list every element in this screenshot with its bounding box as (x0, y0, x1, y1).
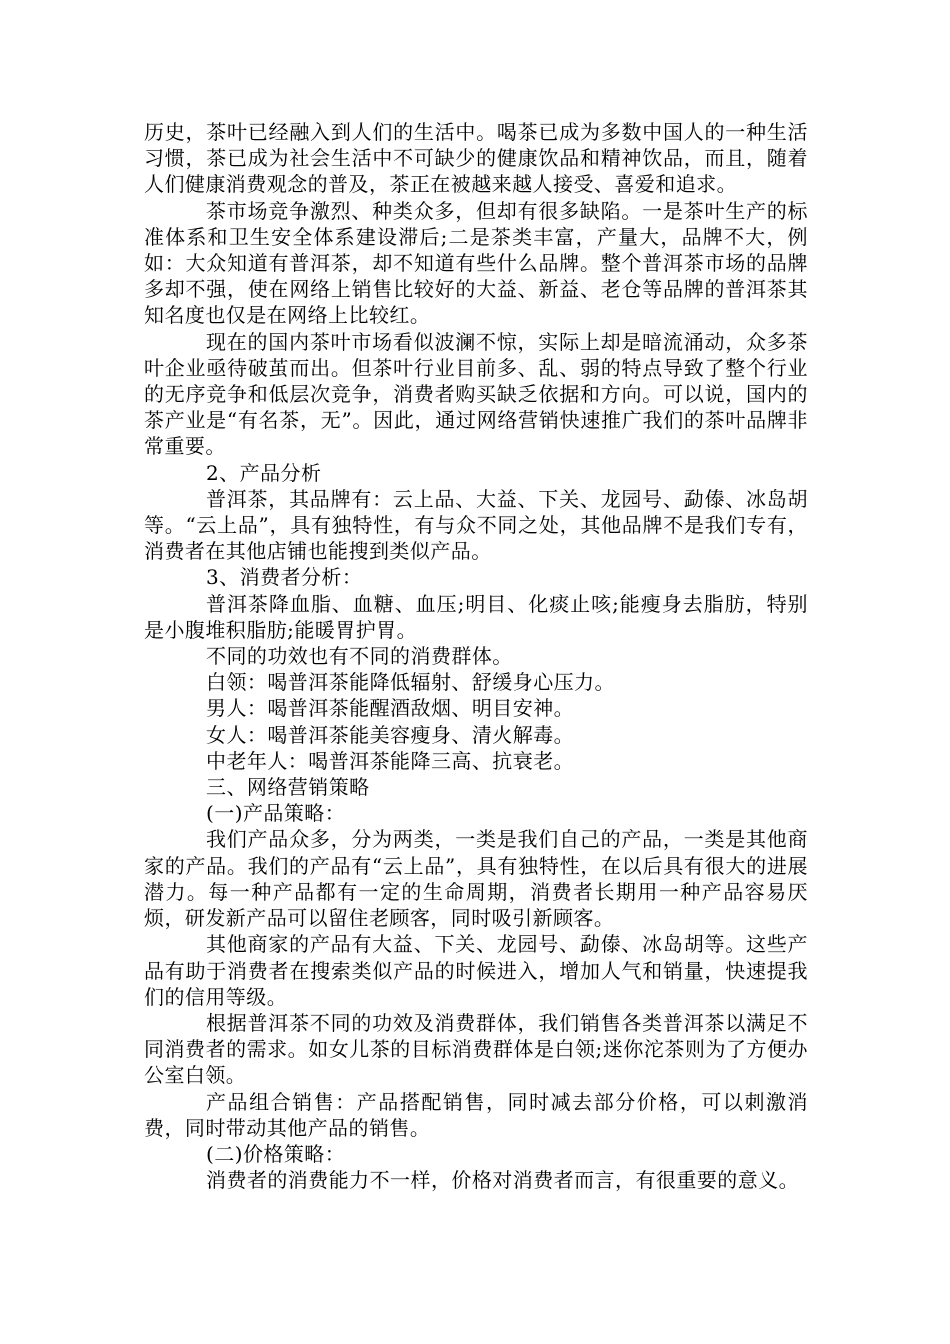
section-heading-marketing-strategy: 三、网络营销策略 (206, 775, 370, 800)
section-heading-product-analysis: 2、产品分析 (206, 460, 322, 485)
subheading-price-strategy: (二)价格策略： (206, 1141, 346, 1166)
document-page (144, 119, 808, 1193)
paragraph-other-brands: 其他商家的产品有大益、下关、龙园号、勐傣、冰岛胡等。这些产品有助于消费者在搜索类似产品的时候进入，增加人气和销量，快速提我们的信用等级。 (144, 932, 808, 1009)
paragraph-price-meaning: 消费者的消费能力不一样，价格对消费者而言，有很重要的意义。 (206, 1168, 800, 1193)
section-heading-consumer-analysis: 3、消费者分析： (206, 565, 363, 590)
paragraph-market-competition: 茶市场竞争激烈、种类众多，但却有很多缺陷。一是茶叶生产的标准体系和卫生安全体系建设滞后;二是茶类丰富，产量大，品牌不大，例如：大众知道有普洱茶，却不知道有些什么品牌。整个普洱茶市场的品牌多却不强，使在网络上销售比较好的大益、新益、老仓等品牌的普洱茶其知名度也仅是在网络上比较红。 (144, 198, 808, 328)
line-consumer-groups: 不同的功效也有不同的消费群体。 (206, 644, 513, 669)
subheading-product-strategy: (一)产品策略： (206, 801, 346, 826)
line-white-collar: 白领：喝普洱茶能降低辐射、舒缓身心压力。 (206, 670, 615, 695)
paragraph-pu-erh-brands: 普洱茶，其品牌有：云上品、大益、下关、龙园号、勐傣、冰岛胡等。“云上品”，具有独特性，有与众不同之处，其他品牌不是我们专有，消费者在其他店铺也能搜到类似产品。 (144, 486, 808, 564)
line-women: 女人：喝普洱茶能美容瘦身、清火解毒。 (206, 722, 575, 747)
line-men: 男人：喝普洱茶能醒酒敌烟、明目安神。 (206, 696, 575, 721)
paragraph-health-benefits: 普洱茶降血脂、血糖、血压;明目、化痰止咳;能瘦身去脂肪，特别是小腹堆积脂肪;能暖胃护胃。 (144, 591, 808, 642)
paragraph-target-groups: 根据普洱茶不同的功效及消费群体，我们销售各类普洱茶以满足不同消费者的需求。如女儿茶的目标消费群体是白领;迷你沱茶则为了方便办公室白领。 (144, 1010, 808, 1088)
paragraph-domestic-market: 现在的国内茶叶市场看似波澜不惊，实际上却是暗流涌动，众多茶叶企业亟待破茧而出。但茶叶行业目前多、乱、弱的特点导致了整个行业的无序竞争和低层次竞争，消费者购买缺乏依据和方向。可以说，国内的茶产业是“有名茶，无”。因此，通过网络营销快速推广我们的茶叶品牌非常重要。 (144, 329, 808, 459)
paragraph-tea-history: 历史，茶叶已经融入到人们的生活中。喝茶已成为多数中国人的一种生活习惯，茶已成为社会生活中不可缺少的健康饮品和精神饮品，而且，随着人们健康消费观念的普及，茶正在被越来越人接受、喜爱和追求。 (144, 120, 808, 197)
paragraph-bundle-sales: 产品组合销售：产品搭配销售，同时减去部分价格，可以刺激消费，同时带动其他产品的销售。 (144, 1089, 808, 1140)
paragraph-product-types: 我们产品众多，分为两类，一类是我们自己的产品，一类是其他商家的产品。我们的产品有“云上品”，具有独特性，在以后具有很大的进展潜力。每一种产品都有一定的生命周期，消费者长期用一种产品容易厌烦，研发新产品可以留住老顾客，同时吸引新顾客。 (144, 827, 808, 931)
line-elderly: 中老年人：喝普洱茶能降三高、抗衰老。 (206, 748, 575, 773)
